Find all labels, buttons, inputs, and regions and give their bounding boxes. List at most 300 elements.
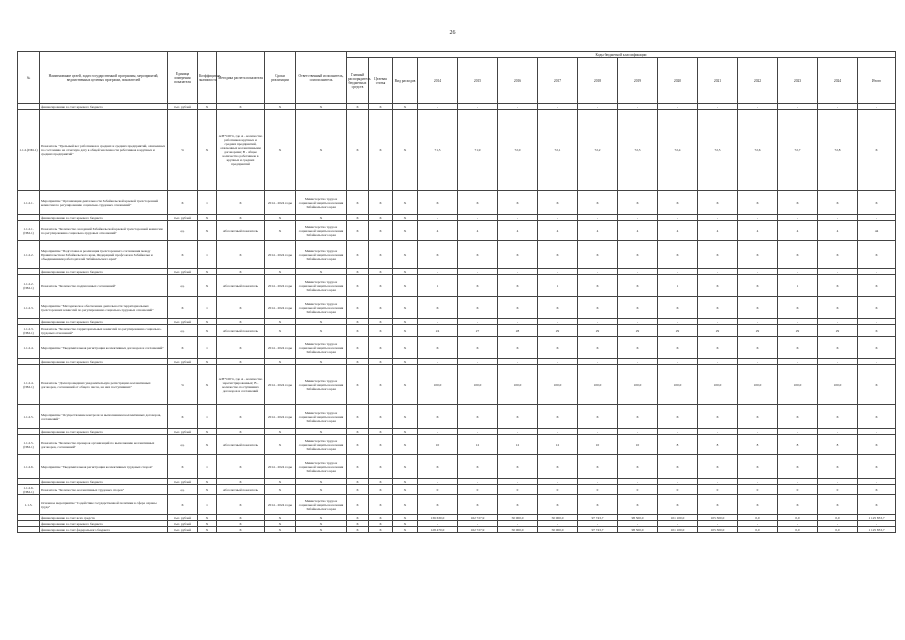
table-body bbox=[18, 104, 896, 533]
row-total: X bbox=[858, 110, 896, 191]
row-vr-code: X bbox=[393, 485, 418, 495]
row-year-value: 72,4 bbox=[658, 110, 698, 191]
row-year-value: - bbox=[618, 429, 658, 435]
row-year-value: X bbox=[818, 337, 858, 359]
row-year-value: X bbox=[498, 275, 538, 297]
row-responsible: X bbox=[296, 521, 347, 527]
row-total: X bbox=[858, 455, 896, 479]
row-name: Показатель "Количество территориальных комиссий по регулированию социально-трудовых отношений" bbox=[40, 325, 168, 337]
row-total: - bbox=[858, 429, 896, 435]
row-total: - bbox=[858, 521, 896, 527]
row-year-value: - bbox=[458, 521, 498, 527]
row-year-value: 98 500,0 bbox=[618, 515, 658, 521]
row-year-value: X bbox=[578, 297, 618, 319]
row-year-value: X bbox=[818, 495, 858, 515]
row-year-value: 29 bbox=[778, 325, 818, 337]
row-year-value: 4 bbox=[578, 221, 618, 241]
row-responsible: Министерство труда и социальной защиты населения Забайкальского края bbox=[296, 405, 347, 429]
table-row bbox=[18, 337, 896, 359]
row-name: финансирование за счет краевого бюджета bbox=[40, 319, 168, 325]
row-year-value: 162 727,9 bbox=[458, 515, 498, 521]
row-year-value: 50 000,0 bbox=[538, 527, 578, 533]
row-unit: X bbox=[168, 297, 198, 319]
row-year-value: - bbox=[538, 429, 578, 435]
row-year-value: X bbox=[538, 495, 578, 515]
row-year-value: X bbox=[618, 241, 658, 269]
row-year-value: - bbox=[778, 319, 818, 325]
row-responsible: Министерство труда и социальной защиты населения Забайкальского края bbox=[296, 365, 347, 405]
row-year-value: 101 100,0 bbox=[658, 515, 698, 521]
row-number bbox=[18, 527, 40, 533]
row-cs-code: X bbox=[369, 297, 393, 319]
row-responsible: Министерство труда и социальной защиты населения Забайкальского края bbox=[296, 455, 347, 479]
row-year-value: - bbox=[618, 479, 658, 485]
row-year-value: X bbox=[578, 337, 618, 359]
row-year-value: - bbox=[578, 319, 618, 325]
row-year-value: X bbox=[738, 297, 778, 319]
row-year-value: X bbox=[418, 241, 458, 269]
row-year-value: - bbox=[778, 269, 818, 275]
row-year-value: 28 bbox=[498, 325, 538, 337]
row-cs-code: X bbox=[369, 455, 393, 479]
row-year-value: - bbox=[418, 104, 458, 110]
row-year-value: X bbox=[418, 337, 458, 359]
row-cs-code: X bbox=[369, 110, 393, 191]
row-year-value: - bbox=[498, 359, 538, 365]
table-row bbox=[18, 495, 896, 515]
row-year-value: - bbox=[498, 269, 538, 275]
row-year-value: - bbox=[658, 319, 698, 325]
row-cs-code: X bbox=[369, 485, 393, 495]
row-gr-code: X bbox=[347, 515, 369, 521]
table-row bbox=[18, 275, 896, 297]
row-year-value: 29 bbox=[698, 325, 738, 337]
row-term: X bbox=[265, 319, 296, 325]
row-vr-code: X bbox=[393, 495, 418, 515]
row-unit: тыс. рублей bbox=[168, 269, 198, 275]
row-term: X bbox=[265, 359, 296, 365]
col-year-header: 2015 bbox=[458, 58, 498, 104]
row-year-value: - bbox=[698, 429, 738, 435]
row-year-value: 105 300,0 bbox=[698, 527, 738, 533]
row-coef: 1 bbox=[198, 495, 217, 515]
row-year-value: X bbox=[498, 241, 538, 269]
row-year-value: X bbox=[698, 337, 738, 359]
row-responsible: X bbox=[296, 269, 347, 275]
row-responsible: X bbox=[296, 110, 347, 191]
row-gr-code: X bbox=[347, 319, 369, 325]
row-gr-code: X bbox=[347, 275, 369, 297]
row-year-value: - bbox=[738, 269, 778, 275]
row-name: Мероприятие "Подготовка и реализация трехстороннего соглашения между Правительством Забайкальского края, Федерацией профсоюзов Забайкалья и объединениями работодателей Забайкальского края" bbox=[40, 241, 168, 269]
row-method: X bbox=[217, 297, 265, 319]
row-year-value: 0,0 bbox=[818, 515, 858, 521]
row-year-value: X bbox=[818, 241, 858, 269]
row-year-value: - bbox=[498, 521, 538, 527]
row-gr-code: X bbox=[347, 527, 369, 533]
row-year-value: - bbox=[418, 269, 458, 275]
row-year-value: - bbox=[618, 359, 658, 365]
row-coef: X bbox=[198, 479, 217, 485]
row-year-value: - bbox=[778, 521, 818, 527]
row-year-value: 100,0 bbox=[418, 365, 458, 405]
row-year-value: - bbox=[578, 521, 618, 527]
row-year-value: 10 bbox=[418, 435, 458, 455]
row-name: финансирование за счет краевого бюджета bbox=[40, 359, 168, 365]
row-year-value: - bbox=[738, 479, 778, 485]
row-term: 2014 - 2024 годы bbox=[265, 191, 296, 215]
table-row bbox=[18, 241, 896, 269]
row-responsible: Министерство труда и социальной защиты населения Забайкальского края bbox=[296, 191, 347, 215]
row-year-value: X bbox=[418, 455, 458, 479]
row-unit: X bbox=[168, 495, 198, 515]
row-name: Показатель "Количество заседаний Забайкальской краевой трехсторонней комиссии по регулированию социально-трудовых отношений" bbox=[40, 221, 168, 241]
row-year-value: X bbox=[418, 297, 458, 319]
row-vr-code: X bbox=[393, 191, 418, 215]
row-year-value: - bbox=[458, 429, 498, 435]
row-number: 1.1.2.2. bbox=[18, 241, 40, 269]
row-year-value: 100,0 bbox=[778, 365, 818, 405]
row-total: 44 bbox=[858, 221, 896, 241]
row-year-value: - bbox=[618, 319, 658, 325]
row-vr-code: X bbox=[393, 325, 418, 337]
row-gr-code: X bbox=[347, 215, 369, 221]
row-total: - bbox=[858, 215, 896, 221]
row-total: - bbox=[858, 269, 896, 275]
col-num-header: № bbox=[18, 52, 40, 104]
row-year-value: 4 bbox=[538, 221, 578, 241]
row-gr-code: X bbox=[347, 405, 369, 429]
row-year-value: 0 bbox=[578, 485, 618, 495]
row-year-value: 162 727,9 bbox=[458, 527, 498, 533]
row-gr-code: X bbox=[347, 297, 369, 319]
row-year-value: - bbox=[578, 269, 618, 275]
row-year-value: - bbox=[778, 215, 818, 221]
row-year-value: X bbox=[498, 405, 538, 429]
row-year-value: 100,0 bbox=[658, 365, 698, 405]
row-year-value: 0,0 bbox=[778, 527, 818, 533]
row-name: финансирование за счет краевого бюджета bbox=[40, 215, 168, 221]
col-year-header: 2023 bbox=[778, 58, 818, 104]
row-year-value: X bbox=[738, 241, 778, 269]
row-year-value: X bbox=[578, 241, 618, 269]
row-cs-code: X bbox=[369, 429, 393, 435]
row-year-value: X bbox=[778, 455, 818, 479]
row-name: Мероприятие "Уведомительная регистрация коллективных договоров и соглашений" bbox=[40, 337, 168, 359]
row-vr-code: X bbox=[393, 104, 418, 110]
row-cs-code: X bbox=[369, 275, 393, 297]
row-responsible: X bbox=[296, 319, 347, 325]
row-method: X bbox=[217, 521, 265, 527]
row-method: Абсолютный показатель bbox=[217, 275, 265, 297]
row-gr-code: X bbox=[347, 337, 369, 359]
row-term: X bbox=[265, 110, 296, 191]
row-cs-code: X bbox=[369, 515, 393, 521]
table-row bbox=[18, 110, 896, 191]
row-year-value: 4 bbox=[778, 221, 818, 241]
row-year-value: X bbox=[458, 241, 498, 269]
row-year-value: - bbox=[458, 319, 498, 325]
row-method: Абсолютный показатель bbox=[217, 485, 265, 495]
row-year-value: 29 bbox=[738, 325, 778, 337]
row-unit: тыс. рублей bbox=[168, 429, 198, 435]
row-term: X bbox=[265, 435, 296, 455]
row-cs-code: X bbox=[369, 495, 393, 515]
row-coef: 1 bbox=[198, 191, 217, 215]
row-term: X bbox=[265, 479, 296, 485]
table-row bbox=[18, 455, 896, 479]
row-year-value: 72,6 bbox=[738, 110, 778, 191]
row-coef: X bbox=[198, 221, 217, 241]
row-year-value: X bbox=[498, 455, 538, 479]
row-vr-code: X bbox=[393, 521, 418, 527]
row-term: 2014 - 2024 годы bbox=[265, 297, 296, 319]
row-year-value: X bbox=[538, 297, 578, 319]
row-method: X bbox=[217, 319, 265, 325]
row-name: финансирование за счет краевого бюджета bbox=[40, 429, 168, 435]
row-year-value: - bbox=[498, 104, 538, 110]
row-vr-code: X bbox=[393, 110, 418, 191]
row-year-value: X bbox=[618, 297, 658, 319]
row-responsible: X bbox=[296, 359, 347, 365]
row-year-value: - bbox=[458, 479, 498, 485]
row-year-value: X bbox=[698, 455, 738, 479]
row-name: финансирование за счет краевого бюджета bbox=[40, 269, 168, 275]
row-unit: X bbox=[168, 337, 198, 359]
row-year-value: - bbox=[738, 429, 778, 435]
row-year-value: 0 bbox=[698, 485, 738, 495]
row-method: X bbox=[217, 495, 265, 515]
row-responsible: X bbox=[296, 325, 347, 337]
row-year-value: X bbox=[618, 405, 658, 429]
row-year-value: X bbox=[698, 297, 738, 319]
row-term: 2014 - 2024 годы bbox=[265, 405, 296, 429]
row-term: 2014 - 2024 годы bbox=[265, 241, 296, 269]
row-year-value: 8 bbox=[818, 435, 858, 455]
row-year-value: X bbox=[618, 275, 658, 297]
row-method: X bbox=[217, 527, 265, 533]
row-coef: X bbox=[198, 215, 217, 221]
row-year-value: 100,0 bbox=[698, 365, 738, 405]
row-year-value: - bbox=[658, 215, 698, 221]
row-method: X bbox=[217, 429, 265, 435]
row-year-value: 0 bbox=[618, 485, 658, 495]
row-year-value: X bbox=[538, 405, 578, 429]
row-total: - bbox=[858, 479, 896, 485]
row-coef: 1 bbox=[198, 297, 217, 319]
row-year-value: X bbox=[778, 297, 818, 319]
row-year-value: X bbox=[458, 455, 498, 479]
row-year-value: X bbox=[778, 495, 818, 515]
row-gr-code: X bbox=[347, 429, 369, 435]
row-year-value: 0 bbox=[498, 485, 538, 495]
row-year-value: - bbox=[418, 359, 458, 365]
row-year-value: 72,7 bbox=[778, 110, 818, 191]
col-term-header: Сроки реализации bbox=[265, 52, 296, 104]
row-year-value: X bbox=[458, 297, 498, 319]
row-number: 1.1.2.6.(ПМ-1) bbox=[18, 485, 40, 495]
codes-group-header: Коды бюджетной классификации bbox=[347, 52, 896, 58]
row-method: X bbox=[217, 405, 265, 429]
row-name: Мероприятие "Методическое обеспечение деятельности территориальных трехсторонних комиссий по регулированию социально-трудовых отношений" bbox=[40, 297, 168, 319]
row-gr-code: X bbox=[347, 191, 369, 215]
row-unit: X bbox=[168, 191, 198, 215]
row-year-value: X bbox=[498, 297, 538, 319]
row-coef: X bbox=[198, 319, 217, 325]
row-year-value: 4 bbox=[458, 221, 498, 241]
row-unit: тыс. рублей bbox=[168, 527, 198, 533]
row-year-value: - bbox=[538, 215, 578, 221]
row-year-value: X bbox=[538, 191, 578, 215]
row-cs-code: X bbox=[369, 191, 393, 215]
row-year-value: - bbox=[498, 215, 538, 221]
row-coef: X bbox=[198, 325, 217, 337]
row-year-value: X bbox=[698, 275, 738, 297]
row-year-value: X bbox=[618, 337, 658, 359]
row-year-value: X bbox=[738, 275, 778, 297]
col-year-header: 2022 bbox=[738, 58, 778, 104]
row-year-value: X bbox=[658, 455, 698, 479]
row-cs-code: X bbox=[369, 337, 393, 359]
row-term: X bbox=[265, 215, 296, 221]
row-year-value: 50 000,0 bbox=[498, 527, 538, 533]
row-unit: тыс. рублей bbox=[168, 521, 198, 527]
row-number: 1.1.3. bbox=[18, 495, 40, 515]
row-year-value: X bbox=[818, 455, 858, 479]
row-year-value: X bbox=[698, 405, 738, 429]
row-gr-code: X bbox=[347, 485, 369, 495]
row-year-value: X bbox=[578, 455, 618, 479]
row-year-value: - bbox=[618, 269, 658, 275]
row-unit: X bbox=[168, 241, 198, 269]
row-year-value: 50 000,0 bbox=[498, 515, 538, 521]
row-unit: тыс. рублей bbox=[168, 319, 198, 325]
row-method: X bbox=[217, 455, 265, 479]
table-row bbox=[18, 527, 896, 533]
row-vr-code: X bbox=[393, 479, 418, 485]
row-vr-code: X bbox=[393, 269, 418, 275]
row-cs-code: X bbox=[369, 405, 393, 429]
row-year-value: - bbox=[618, 104, 658, 110]
row-method: А/В*100%, где А - количество работников крупных и средних предприятий, охваченных коллективными договорами; В - общее количество работников в крупных и средних предприятий bbox=[217, 110, 265, 191]
row-year-value: 0,0 bbox=[778, 515, 818, 521]
row-gr-code: X bbox=[347, 495, 369, 515]
row-total: X bbox=[858, 337, 896, 359]
row-year-value: - bbox=[738, 359, 778, 365]
row-responsible: X bbox=[296, 515, 347, 521]
row-year-value: X bbox=[458, 275, 498, 297]
row-year-value: 0 bbox=[778, 485, 818, 495]
row-total: - bbox=[858, 319, 896, 325]
col-year-header: 2021 bbox=[698, 58, 738, 104]
row-year-value: - bbox=[698, 104, 738, 110]
row-year-value: 100,0 bbox=[738, 365, 778, 405]
row-cs-code: X bbox=[369, 241, 393, 269]
row-year-value: X bbox=[538, 337, 578, 359]
row-method: X bbox=[217, 515, 265, 521]
row-year-value: - bbox=[538, 319, 578, 325]
page-number: 26 bbox=[449, 30, 456, 36]
row-vr-code: X bbox=[393, 455, 418, 479]
col-year-header: 2024 bbox=[818, 58, 858, 104]
table-row bbox=[18, 221, 896, 241]
row-name: Мероприятие "Осуществление контроля за выполнением коллективных договоров, соглашений" bbox=[40, 405, 168, 429]
row-coef: X bbox=[198, 435, 217, 455]
row-year-value: X bbox=[578, 405, 618, 429]
row-unit: X bbox=[168, 455, 198, 479]
row-coef: X bbox=[198, 429, 217, 435]
row-unit: % bbox=[168, 110, 198, 191]
row-term: 2014 - 2024 годы bbox=[265, 455, 296, 479]
row-year-value: - bbox=[658, 479, 698, 485]
row-year-value: X bbox=[498, 191, 538, 215]
row-year-value: X bbox=[458, 405, 498, 429]
row-vr-code: X bbox=[393, 319, 418, 325]
row-responsible: X bbox=[296, 429, 347, 435]
col-year-header: 2014 bbox=[418, 58, 458, 104]
row-year-value: X bbox=[738, 405, 778, 429]
row-cs-code: X bbox=[369, 104, 393, 110]
row-cs-code: X bbox=[369, 365, 393, 405]
row-name: финансирование за счет краевого бюджета bbox=[40, 104, 168, 110]
row-term: 2014 - 2024 годы bbox=[265, 365, 296, 405]
row-year-value: - bbox=[818, 521, 858, 527]
row-year-value: 0 bbox=[538, 485, 578, 495]
row-gr-code: X bbox=[347, 455, 369, 479]
row-year-value: - bbox=[578, 429, 618, 435]
row-year-value: X bbox=[698, 241, 738, 269]
row-year-value: X bbox=[778, 191, 818, 215]
row-year-value: - bbox=[698, 521, 738, 527]
row-responsible: X bbox=[296, 485, 347, 495]
row-responsible: X bbox=[296, 527, 347, 533]
row-year-value: - bbox=[498, 479, 538, 485]
row-year-value: 0 bbox=[458, 485, 498, 495]
row-year-value: X bbox=[498, 495, 538, 515]
row-responsible: Министерство труда и социальной защиты населения Забайкальского края bbox=[296, 297, 347, 319]
row-vr-code: X bbox=[393, 215, 418, 221]
row-cs-code: X bbox=[369, 221, 393, 241]
row-term: X bbox=[265, 104, 296, 110]
col-cs-header: Целевая статья bbox=[369, 58, 393, 104]
row-year-value: X bbox=[658, 191, 698, 215]
row-year-value: - bbox=[418, 521, 458, 527]
row-year-value: - bbox=[778, 429, 818, 435]
col-name-header: Наименование целей, задач государственной программы, мероприятий, ведомственных целевых программ, показателей bbox=[40, 52, 168, 104]
row-year-value: - bbox=[818, 104, 858, 110]
row-number: 1.1.2.1.(ПМ-1) bbox=[18, 221, 40, 241]
row-term: X bbox=[265, 527, 296, 533]
row-year-value: - bbox=[538, 269, 578, 275]
row-cs-code: X bbox=[369, 319, 393, 325]
row-coef: X bbox=[198, 485, 217, 495]
row-year-value: X bbox=[618, 495, 658, 515]
row-year-value: X bbox=[778, 405, 818, 429]
row-total: X bbox=[858, 435, 896, 455]
row-unit: тыс. рублей bbox=[168, 215, 198, 221]
row-year-value: 29 bbox=[818, 325, 858, 337]
row-method: X bbox=[217, 191, 265, 215]
row-year-value: - bbox=[498, 319, 538, 325]
row-year-value: X bbox=[418, 495, 458, 515]
row-responsible: Министерство труда и социальной защиты населения Забайкальского края bbox=[296, 495, 347, 515]
row-year-value: X bbox=[618, 455, 658, 479]
row-year-value: - bbox=[618, 521, 658, 527]
row-responsible: Министерство труда и социальной защиты населения Забайкальского края bbox=[296, 435, 347, 455]
row-gr-code: X bbox=[347, 110, 369, 191]
row-year-value: 8 bbox=[698, 435, 738, 455]
row-year-value: 0,0 bbox=[738, 527, 778, 533]
